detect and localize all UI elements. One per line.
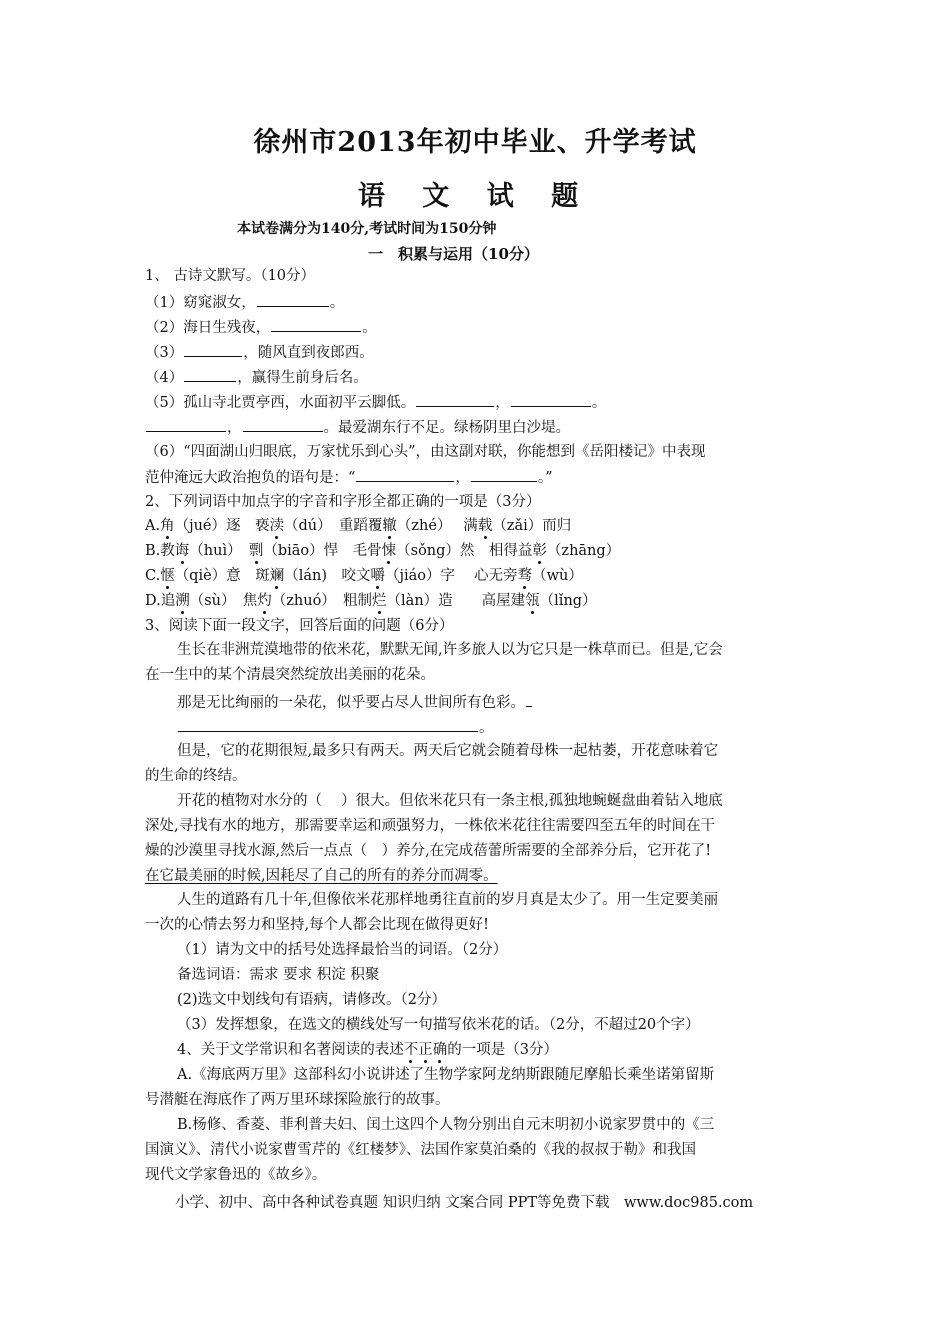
q3-sub-2: (2)选文中划线句有语病，请修改。（2分）: [177, 992, 447, 1008]
footer-watermark: 小学、初中、高中各种试卷真题 知识归纳 文案合同 PPT等免费下载 www.doc985.com: [175, 1195, 754, 1211]
q3-underlined-sentence: 在它最美丽的时候,因耗尽了自己的所有的养分而凋零。: [145, 868, 498, 884]
q1-line-6: （6）“四面湖山归眼底，万家忧乐到心头”，由这副对联，你能想到《岳阳楼记》中表现: [145, 444, 706, 460]
q1-line-5: （5）孤山寺北贾亭西，水面初平云脚低。 ， 。: [145, 392, 606, 413]
q3-para-2: 那是无比绚丽的一朵花，似乎要占尽人世间所有色彩。: [177, 692, 533, 713]
q3-para-1-cont: 在一生中的某个清晨突然绽放出美丽的花朵。: [145, 667, 435, 683]
answer-blank: [146, 417, 226, 432]
q4-option-b-line-3: 现代文学家鲁迅的《故乡》。: [145, 1167, 327, 1183]
q3-para-3: 但是，它的花期很短,最多只有两天。两天后它就会随着母株一起枯萎，开花意味着它: [177, 743, 719, 759]
exam-title: 徐州市2013年初中毕业、升学考试: [253, 127, 697, 158]
q3-sub-1: （1）请为文中的括号处选择最恰当的词语。（2分）: [177, 942, 508, 958]
q1-line-5-cont: ， 。最爱湖东行不足。绿杨阴里白沙堤。: [145, 417, 570, 438]
q3-para-4-line-2: 深处,寻找有水的地方，那需要幸运和顽强努力，一株依米花往往需要四至五年的时间在干: [145, 818, 716, 834]
q3-para-5: 人生的道路有几十年,但像依米花那样地勇往直前的岁月真是太少了。用一生定要美丽: [177, 892, 719, 908]
q4-stem: 4、关于文学常识和名著阅读的表述不正确的一项是（3分）: [177, 1042, 558, 1058]
exam-subtitle: 语 文 试 题: [357, 181, 593, 212]
q2-option-b: B.教诲（huì） 剽（biāo）悍 毛骨悚（sǒng）然 相得益彰（zhāng）: [145, 543, 621, 559]
q3-stem: 3、阅读下面一段文字，回答后面的问题（6分）: [145, 618, 454, 634]
q1-line-2: （2）海日生残夜， 。: [145, 317, 377, 338]
q3-para-4: 开花的植物对水分的（ ）很大。但依米花只有一条主根,孤独地蜿蜒盘曲着钻入地底: [177, 793, 723, 809]
answer-blank: [184, 342, 242, 357]
answer-blank: [178, 717, 478, 732]
q4-option-b-line-2: 国演义》、清代小说家曹雪芹的《红楼梦》、法国作家莫泊桑的《我的叔叔于勒》和我国: [145, 1142, 696, 1158]
q2-option-d: D.追溯（sù） 焦灼（zhuó） 粗制烂（làn）造 高屋建瓴（lǐng）: [145, 593, 597, 609]
section-heading: 一 积累与运用（10分）: [368, 245, 539, 263]
q1-line-1: （1）窈窕淑女， 。: [145, 292, 344, 313]
answer-blank: [416, 392, 494, 407]
q3-para-4-line-3: 燥的沙漠里寻找水源,然后一点点（ ）养分,在完成蓓蕾所需要的全部养分后，它开花了!: [145, 843, 712, 859]
q4-option-b: B.杨修、香菱、菲利普夫妇、闰土这四个人物分别出自元末明初小说家罗贯中的《三: [177, 1117, 715, 1133]
answer-blank: [257, 292, 329, 307]
q2-stem: 2、下列词语中加点字的字音和字形全都正确的一项是（3分）: [145, 494, 541, 510]
q3-word-options: 备选词语：需求 要求 积淀 积聚: [177, 967, 380, 983]
exam-note: 本试卷满分为140分,考试时间为150分钟: [237, 221, 497, 237]
q1-line-4: （4） ，赢得生前身后名。: [145, 367, 368, 388]
answer-blank: [271, 317, 361, 332]
answer-blank: [184, 367, 236, 382]
q3-sub-3: （3）发挥想象，在选文的横线处写一句描写依米花的话。（2分，不超过20个字）: [177, 1017, 700, 1033]
q3-para-3-cont: 的生命的终结。: [145, 768, 247, 784]
q4-option-a: A.《海底两万里》这部科幻小说讲述了生物学家阿龙纳斯跟随尼摩船长乘坐诺第留斯: [177, 1067, 715, 1083]
answer-blank: [471, 467, 537, 482]
q2-option-c: C.惬（qiè）意 斑斓（lán) 咬文嚼（jiáo）字 心无旁骛（wù）: [145, 568, 583, 584]
q1-stem: 1、 古诗文默写。（10分）: [145, 268, 316, 284]
q3-para-1: 生长在非洲荒漠地带的依米花，默默无闻,许多旅人以为它只是一株草而已。但是,它会: [177, 642, 723, 658]
answer-blank: [511, 392, 591, 407]
q2-option-a: A.角（jué）逐 亵渎（dú） 重蹈覆辙（zhé） 满载（zǎi）而归: [145, 518, 572, 534]
q1-line-6-cont: 范仲淹远大政治抱负的语句是：“ ， 。”: [145, 467, 553, 488]
q3-para-5-cont: 一次的心情去努力和坚持,每个人都会比现在做得更好!: [145, 917, 489, 933]
q1-line-3: （3） ，随风直到夜郎西。: [145, 342, 374, 363]
q3-blank-line: 。: [177, 717, 494, 738]
answer-blank: [356, 467, 454, 482]
q4-option-a-cont: 号潜艇在海底作了两万里环球探险旅行的故事。: [145, 1092, 450, 1108]
answer-blank: [243, 417, 323, 432]
answer-blank: [526, 692, 532, 707]
